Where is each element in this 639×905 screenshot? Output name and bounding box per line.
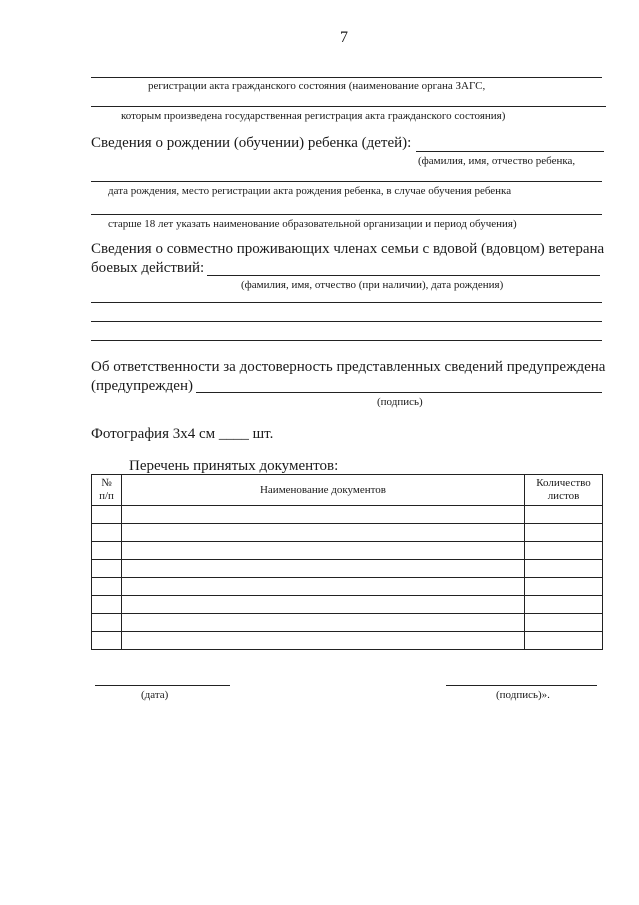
col-number-header [92,475,122,506]
zags-registration-caption: которым произведена государственная регистрация акта гражданского состояния) [121,110,506,122]
table-row [92,632,603,650]
col-number-label: № [101,477,112,489]
photo-text: Фотография 3х4 см ____ шт. [91,426,274,442]
cell-number[interactable] [92,596,122,614]
cell-number[interactable] [92,506,122,524]
children-label: Сведения о рождении (обучении) ребенка (детей): [91,135,412,151]
table-row [92,524,603,542]
cell-document-name[interactable] [122,632,525,650]
col-qty-label: Количество [536,477,591,489]
table-row [92,614,603,632]
table-row [92,560,603,578]
family-extra-line-2 [91,321,602,322]
family-extra-line-3 [91,340,602,341]
family-caption: (фамилия, имя, отчество (при наличии), дата рождения) [241,279,504,291]
cell-sheet-count[interactable] [525,578,603,596]
documents-title: Перечень принятых документов: [129,458,339,474]
cell-number[interactable] [92,542,122,560]
cell-sheet-count[interactable] [525,506,603,524]
zags-organ-caption: регистрации акта гражданского состояния (наименование органа ЗАГС, [148,80,486,92]
responsibility-signature-line [196,392,602,393]
cell-document-name[interactable] [122,560,525,578]
footer-signature-caption: (подпись)». [496,689,550,701]
col-number-sublabel: п/п [99,490,114,502]
zags-organ-line [91,77,602,78]
cell-number[interactable] [92,632,122,650]
page-number: 7 [340,29,348,46]
table-row [92,578,603,596]
cell-sheet-count[interactable] [525,632,603,650]
table-row [92,596,603,614]
cell-sheet-count[interactable] [525,560,603,578]
cell-document-name[interactable] [122,596,525,614]
cell-document-name[interactable] [122,578,525,596]
child-name-caption: (фамилия, имя, отчество ребенка, [418,155,576,167]
cell-sheet-count[interactable] [525,596,603,614]
child-birth-caption: дата рождения, место регистрации акта рождения ребенка, в случае обучения ребенка [108,185,512,197]
col-name-header: Наименование документов [122,475,525,506]
child-study-line [91,214,602,215]
cell-document-name[interactable] [122,614,525,632]
child-study-caption: старше 18 лет указать наименование образовательной организации и период обучения) [108,218,517,230]
cell-sheet-count[interactable] [525,542,603,560]
cell-number[interactable] [92,614,122,632]
cell-number[interactable] [92,578,122,596]
children-input-line [416,151,604,152]
date-caption: (дата) [141,689,169,701]
zags-registration-line [91,106,606,107]
date-line [95,685,230,686]
footer-signature-line [446,685,597,686]
cell-document-name[interactable] [122,506,525,524]
cell-document-name[interactable] [122,542,525,560]
family-input-line [207,275,600,276]
child-birth-line [91,181,602,182]
cell-sheet-count[interactable] [525,614,603,632]
responsibility-line1: Об ответственности за достоверность представленных сведений предупреждена [91,359,606,375]
family-extra-line-1 [91,302,602,303]
col-qty-sublabel: листов [547,490,580,502]
col-qty-header [525,475,603,506]
documents-header-row [92,475,603,506]
family-label-line1: Сведения о совместно проживающих членах семьи с вдовой (вдовцом) ветерана [91,241,605,257]
responsibility-line2: (предупрежден) [91,378,193,394]
signature-caption: (подпись) [377,396,423,408]
cell-sheet-count[interactable] [525,524,603,542]
cell-number[interactable] [92,560,122,578]
documents-table-body [92,506,603,650]
cell-document-name[interactable] [122,524,525,542]
table-row [92,542,603,560]
documents-table [91,474,603,650]
family-label-line2: боевых действий: [91,260,205,276]
table-row [92,506,603,524]
cell-number[interactable] [92,524,122,542]
